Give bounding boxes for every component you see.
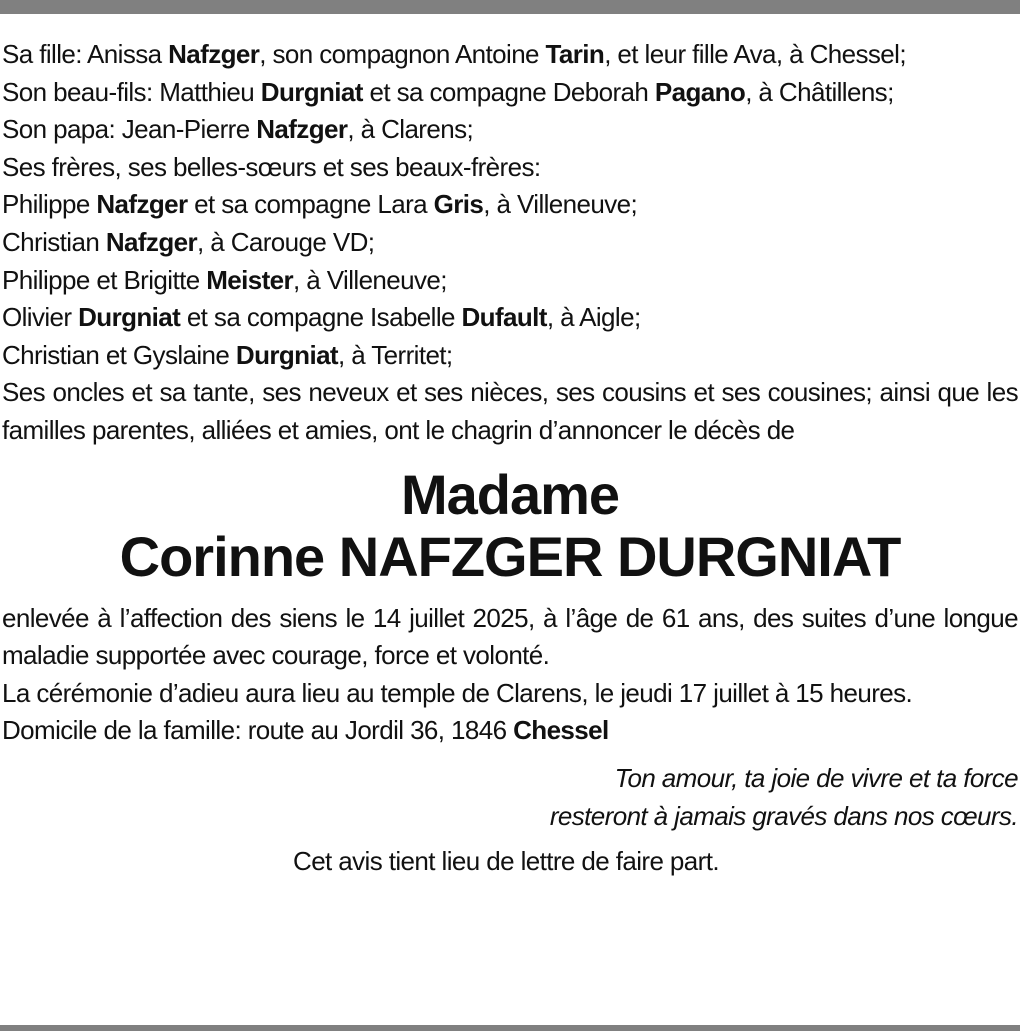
text-segment: Son papa: Jean-Pierre bbox=[2, 114, 257, 145]
closing-note: Cet avis tient lieu de lettre de faire part. bbox=[293, 846, 719, 877]
announcement-body bbox=[2, 600, 1018, 750]
text-segment: enlevée à l’affection des siens le 14 juillet 2025, à l’âge de 61 ans, des suites d’une longue maladie supportée avec courage, force et volonté. bbox=[2, 602, 1018, 671]
surname: Nafzger bbox=[96, 189, 188, 220]
text-segment: Ses oncles et sa tante, ses neveux et ses nièces, ses cousins et ses cousines; ainsi que les familles parentes, alliées et amies, ont le chagrin d’annoncer le décès de bbox=[2, 377, 1018, 445]
body-paragraph bbox=[2, 600, 1018, 675]
text-segment: Sa fille: Anissa bbox=[2, 39, 169, 69]
text-segment: La cérémonie d’adieu aura lieu au temple de Clarens, le jeudi 17 juillet à 15 heures. bbox=[2, 677, 913, 708]
surname: Tarin bbox=[545, 39, 605, 69]
text-segment: et sa compagne Deborah bbox=[362, 76, 655, 107]
surname: Gris bbox=[433, 189, 484, 220]
family-line bbox=[2, 262, 1018, 300]
bottom-rule bbox=[0, 1025, 1020, 1031]
family-line bbox=[2, 74, 1018, 112]
surname: Durgniat bbox=[260, 76, 363, 107]
text-segment: , à Châtillens; bbox=[745, 76, 894, 107]
title-honorific: Madame bbox=[400, 462, 620, 526]
family-line bbox=[2, 374, 1018, 449]
text-segment: , son compagnon Antoine bbox=[259, 39, 546, 69]
family-line bbox=[2, 111, 1018, 149]
text-segment: Philippe bbox=[2, 189, 97, 220]
surname: Durgniat bbox=[78, 302, 181, 333]
family-line bbox=[2, 224, 1018, 262]
text-segment: , à Territet; bbox=[338, 339, 453, 370]
text-segment: Philippe et Brigitte bbox=[2, 264, 207, 295]
text-segment: Christian bbox=[2, 226, 106, 257]
text-segment: Christian et Gyslaine bbox=[2, 339, 236, 370]
text-segment: et sa compagne Isabelle bbox=[180, 302, 462, 333]
top-rule bbox=[0, 0, 1020, 14]
surname: Durgniat bbox=[235, 339, 338, 370]
text-segment: Son beau-fils: Matthieu bbox=[2, 76, 261, 107]
surname: Pagano bbox=[654, 76, 746, 107]
text-segment: Ses frères, ses belles-sœurs et ses beaux-frères: bbox=[2, 151, 541, 182]
surname: Nafzger bbox=[168, 39, 260, 69]
family-line bbox=[2, 149, 1018, 187]
surname: Nafzger bbox=[256, 114, 348, 145]
surname: Chessel bbox=[513, 715, 609, 746]
deceased-title bbox=[2, 464, 1018, 588]
text-segment: , à Villeneuve; bbox=[483, 189, 638, 220]
surname: Dufault bbox=[461, 302, 547, 333]
memorial-quote bbox=[2, 760, 1018, 835]
family-line bbox=[2, 337, 1018, 375]
text-segment: , à Carouge VD; bbox=[196, 226, 375, 257]
family-list bbox=[2, 36, 1018, 450]
text-segment: , à Villeneuve; bbox=[293, 264, 447, 295]
text-segment: , et leur fille Ava, à Chessel; bbox=[604, 39, 906, 69]
text-segment: , à Clarens; bbox=[347, 114, 474, 145]
surname: Nafzger bbox=[105, 226, 197, 257]
quote-line-2: resteront à jamais gravés dans nos cœurs. bbox=[549, 800, 1018, 831]
obituary-notice bbox=[2, 36, 1018, 881]
family-line bbox=[2, 36, 1018, 74]
text-segment: Olivier bbox=[2, 302, 79, 333]
quote-line-1: Ton amour, ta joie de vivre et ta force bbox=[614, 762, 1018, 793]
text-segment: , à Aigle; bbox=[546, 302, 641, 333]
surname: Meister bbox=[206, 264, 294, 295]
family-line bbox=[2, 186, 1018, 224]
body-paragraph bbox=[2, 712, 1018, 750]
text-segment: et sa compagne Lara bbox=[187, 189, 434, 220]
deceased-name: Corinne NAFZGER DURGNIAT bbox=[119, 524, 901, 588]
body-paragraph bbox=[2, 675, 1018, 713]
text-segment: Domicile de la famille: route au Jordil 36, 1846 bbox=[2, 715, 514, 746]
family-line bbox=[2, 299, 1018, 337]
